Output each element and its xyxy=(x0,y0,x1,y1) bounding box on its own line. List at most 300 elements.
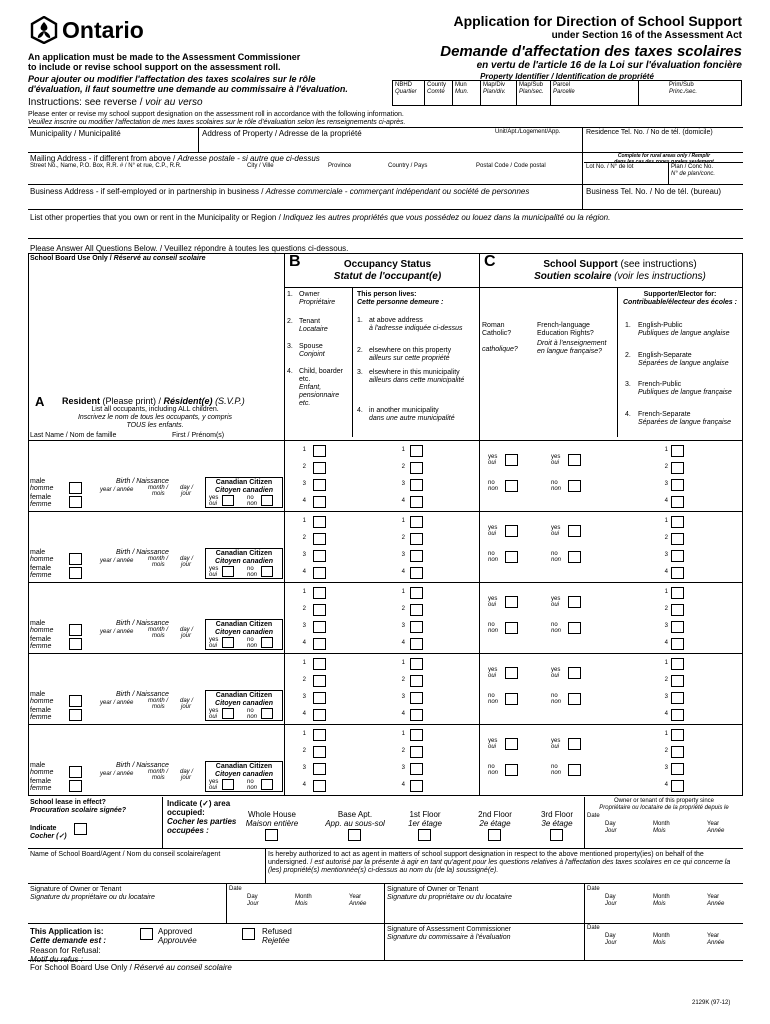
citizen-yes-checkbox[interactable] xyxy=(222,566,234,577)
area-en: Whole House xyxy=(247,810,297,819)
birth-date-field[interactable] xyxy=(98,710,198,722)
fl-yes-checkbox[interactable] xyxy=(568,667,581,679)
owner-since-fr: Propriétaire ou locataire de la propriété depuis le xyxy=(599,804,729,811)
birth-label: Birth / Naissance xyxy=(116,691,169,698)
board-use-only-label xyxy=(30,963,232,972)
lives-checkbox-3[interactable] xyxy=(410,692,423,704)
please-enter-fr: Veuillez inscrire ou modifier l'affectation de mes taxes scolaires sur le rôle d'évaluation selon les renseignements ci-après. xyxy=(28,119,406,126)
property-col-label-0: NBHD xyxy=(395,82,413,88)
lives-checkbox-3[interactable] xyxy=(410,763,423,775)
school-checkbox-2[interactable] xyxy=(671,746,684,758)
status-checkbox-1[interactable] xyxy=(313,516,326,528)
form-number: 2129K (97-12) xyxy=(692,1000,731,1006)
status-checkbox-1[interactable] xyxy=(313,729,326,741)
status-num-label: 3 xyxy=(302,552,306,558)
mois-label: mois xyxy=(152,491,165,497)
rc-no-checkbox[interactable] xyxy=(505,693,518,705)
area-checkbox-4[interactable] xyxy=(488,829,501,841)
property-col-4[interactable] xyxy=(517,81,551,105)
birth-date-field[interactable] xyxy=(98,781,198,793)
status-checkbox-2[interactable] xyxy=(313,533,326,545)
status-text xyxy=(299,368,351,408)
supporter-fr: Contribuable/électeur des écoles : xyxy=(623,299,737,307)
lives-option-4 xyxy=(357,407,477,423)
lives-checkbox-3[interactable] xyxy=(410,621,423,633)
citizen-non: non xyxy=(247,572,258,578)
jour-label: jour xyxy=(181,562,192,568)
male-label: male xyxy=(30,691,46,698)
fl-yes: yes xyxy=(551,454,561,460)
lives-checkbox-1[interactable] xyxy=(410,587,423,599)
lives-checkbox-1[interactable] xyxy=(410,658,423,670)
status-checkbox-3[interactable] xyxy=(313,621,326,633)
female-checkbox[interactable] xyxy=(69,780,82,792)
citizen-oui: oui xyxy=(209,643,218,649)
fl-yes: yes xyxy=(551,525,561,531)
rc-no-checkbox[interactable] xyxy=(505,551,518,563)
school-checkbox-1[interactable] xyxy=(671,516,684,528)
date-part-fr: Jour xyxy=(247,901,259,907)
lives-checkbox-1[interactable] xyxy=(410,729,423,741)
status-text xyxy=(299,318,351,334)
residence-tel-field[interactable] xyxy=(584,138,742,152)
area-fr: App. au sous-sol xyxy=(325,819,385,829)
status-checkbox-2[interactable] xyxy=(313,604,326,616)
lives-checkbox-4[interactable] xyxy=(410,496,423,508)
school-type-1 xyxy=(625,322,741,338)
school-checkbox-4[interactable] xyxy=(671,780,684,792)
property-col-0[interactable] xyxy=(393,81,425,105)
occupant-name-field[interactable] xyxy=(30,443,280,473)
mailing-fr: Adresse postale - si autre que ci-dessus xyxy=(177,154,320,163)
supporter-en: Supporter/Elector for: xyxy=(643,291,717,298)
school-checkbox-1[interactable] xyxy=(671,445,684,457)
status-checkbox-3[interactable] xyxy=(313,550,326,562)
rc-yes-checkbox[interactable] xyxy=(505,596,518,608)
fl-no: no xyxy=(551,693,558,699)
date-part-en: Month xyxy=(653,933,670,939)
fl-oui: oui xyxy=(551,673,560,679)
property-col-2[interactable] xyxy=(453,81,481,105)
citizen-no-checkbox[interactable] xyxy=(261,708,273,719)
lives-num-label: 4 xyxy=(401,711,405,717)
school-checkbox-1[interactable] xyxy=(671,587,684,599)
birth-date-field[interactable] xyxy=(98,568,198,580)
business-tel-field[interactable] xyxy=(584,196,742,209)
ss-title-fr: Soutien scolaire xyxy=(534,270,612,282)
lives-checkbox-2[interactable] xyxy=(410,746,423,758)
other-en: List other properties that you own or rent in the Municipality or Region / xyxy=(30,213,284,222)
status-num-label: 3 xyxy=(302,623,306,629)
lives-num-label: 3 xyxy=(401,765,405,771)
status-checkbox-3[interactable] xyxy=(313,692,326,704)
occupancy-title-en: Occupancy Status xyxy=(343,259,432,270)
lives-heading xyxy=(357,291,443,307)
rc-no-checkbox[interactable] xyxy=(505,480,518,492)
male-checkbox[interactable] xyxy=(69,553,82,565)
school-checkbox-4[interactable] xyxy=(671,638,684,650)
property-col-5[interactable] xyxy=(551,81,639,105)
status-fr: Conjoint xyxy=(299,351,325,359)
rc-yes-checkbox[interactable] xyxy=(505,738,518,750)
citizen-yes-checkbox[interactable] xyxy=(222,495,234,506)
status-checkbox-2[interactable] xyxy=(313,746,326,758)
femme-label: femme xyxy=(30,785,52,792)
date-part-fr: Jour xyxy=(605,828,617,834)
occupant-name-field[interactable] xyxy=(30,727,280,757)
lives-checkbox-1[interactable] xyxy=(410,445,423,457)
city-label: City / Ville xyxy=(247,163,274,169)
lives-en: in another municipality xyxy=(369,407,439,414)
status-en: Spouse xyxy=(299,343,323,350)
citizen-en: Canadian Citizen xyxy=(215,621,273,628)
ontario-wordmark: Ontario xyxy=(62,17,144,43)
lives-num-label: 1 xyxy=(401,589,405,595)
occupant-row xyxy=(28,582,743,653)
fl-yes-checkbox[interactable] xyxy=(568,738,581,750)
birth-date-field[interactable] xyxy=(98,639,198,651)
lives-checkbox-3[interactable] xyxy=(410,479,423,491)
authorized-en: Is hereby authorized to act as agent in matters of school support designation in respect to the above mentioned property(ies) on behalf of the undersigned. / xyxy=(268,851,704,867)
municipality-field[interactable] xyxy=(28,138,198,152)
femme-label: femme xyxy=(30,714,52,721)
jour-label: jour xyxy=(181,704,192,710)
fl-no-checkbox[interactable] xyxy=(568,551,581,563)
sig-date-3[interactable] xyxy=(587,925,742,957)
homme-label: homme xyxy=(30,485,54,492)
rc-oui: oui xyxy=(488,531,497,537)
lives-num-label: 2 xyxy=(401,748,405,754)
area-en: Base Apt. xyxy=(337,810,373,819)
rc-yes: yes xyxy=(488,738,498,744)
board-name-field[interactable] xyxy=(28,861,264,881)
school-type-3 xyxy=(625,381,741,397)
citizen-no-checkbox[interactable] xyxy=(261,779,273,790)
row-divider xyxy=(28,511,743,512)
fl-no: no xyxy=(551,480,558,486)
citizen-no: no xyxy=(247,637,254,643)
date-label: Date xyxy=(587,925,600,931)
board-name-label: Name of School Board/Agent / Nom du conseil scolaire/agent xyxy=(30,851,221,858)
occupant-name-field[interactable] xyxy=(30,656,280,686)
status-checkbox-1[interactable] xyxy=(313,445,326,457)
lives-checkbox-4[interactable] xyxy=(410,638,423,650)
date-part-fr: Mois xyxy=(653,901,666,907)
female-checkbox[interactable] xyxy=(69,709,82,721)
form-subtitle-fr: en vertu de l'article 16 de la Loi sur l'évaluation foncière xyxy=(476,60,742,71)
lease-checkbox[interactable] xyxy=(74,823,87,835)
lives-checkbox-4[interactable] xyxy=(410,567,423,579)
lives-num-label: 3 xyxy=(401,552,405,558)
fl-fr: Droit à l'enseignement en langue française? xyxy=(537,340,607,356)
school-checkbox-3[interactable] xyxy=(671,621,684,633)
fl-yes-checkbox[interactable] xyxy=(568,525,581,537)
male-checkbox[interactable] xyxy=(69,766,82,778)
lives-num-label: 1 xyxy=(401,518,405,524)
status-checkbox-4[interactable] xyxy=(313,780,326,792)
lives-option-3 xyxy=(357,369,477,385)
sig-date-1[interactable] xyxy=(229,886,379,918)
rc-en: Roman Catholic? xyxy=(482,322,512,338)
status-checkbox-4[interactable] xyxy=(313,709,326,721)
femme-label: femme xyxy=(30,643,52,650)
fl-yes-checkbox[interactable] xyxy=(568,454,581,466)
status-checkbox-1[interactable] xyxy=(313,658,326,670)
male-label: male xyxy=(30,762,46,769)
plan-label xyxy=(671,164,715,178)
citizen-no-checkbox[interactable] xyxy=(261,495,273,506)
fl-no-checkbox[interactable] xyxy=(568,764,581,776)
status-num: 3. xyxy=(287,343,293,350)
status-num-label: 1 xyxy=(302,589,306,595)
lease-en: School lease in effect? xyxy=(30,799,106,806)
refused-fr: Rejetée xyxy=(262,936,290,946)
sig-owner-label-1 xyxy=(30,886,155,902)
school-checkbox-4[interactable] xyxy=(671,567,684,579)
rc-yes: yes xyxy=(488,454,498,460)
lives-checkbox-2[interactable] xyxy=(410,604,423,616)
residence-tel-en: Residence Tel. No. / N xyxy=(586,129,656,136)
board-only-fr: Réservé au conseil scolaire xyxy=(134,963,232,972)
school-checkbox-4[interactable] xyxy=(671,709,684,721)
lives-num: 4. xyxy=(357,407,363,414)
school-num-label: 1 xyxy=(664,447,668,453)
ss-title-en: School Support xyxy=(543,259,618,270)
lease-indicate: Indicate xyxy=(30,825,57,832)
plan-label-2: N° de plan/conc. xyxy=(671,171,716,177)
lives-text xyxy=(369,317,477,333)
property-col-3[interactable] xyxy=(481,81,517,105)
status-checkbox-4[interactable] xyxy=(313,638,326,650)
femme-label: femme xyxy=(30,501,52,508)
school-checkbox-3[interactable] xyxy=(671,763,684,775)
month-label: month / xyxy=(148,485,169,491)
citizen-en: Canadian Citizen xyxy=(215,692,273,699)
status-checkbox-3[interactable] xyxy=(313,763,326,775)
citizen-yes: yes xyxy=(209,566,219,572)
male-label: male xyxy=(30,620,46,627)
lives-num-label: 2 xyxy=(401,464,405,470)
lives-num-label: 1 xyxy=(401,447,405,453)
rc-yes-checkbox[interactable] xyxy=(505,525,518,537)
area-checkbox-5[interactable] xyxy=(550,829,563,841)
business-address-field[interactable] xyxy=(28,196,582,209)
mailing-address-field[interactable] xyxy=(28,170,582,183)
school-checkbox-1[interactable] xyxy=(671,729,684,741)
status-checkbox-2[interactable] xyxy=(313,675,326,687)
province-label: Province xyxy=(328,163,352,169)
citizen-no: no xyxy=(247,495,254,501)
rc-yes-checkbox[interactable] xyxy=(505,667,518,679)
lives-num: 2. xyxy=(357,347,363,354)
school-checkbox-4[interactable] xyxy=(671,496,684,508)
rc-no-checkbox[interactable] xyxy=(505,622,518,634)
status-num-label: 2 xyxy=(302,606,306,612)
citizen-box xyxy=(205,761,283,792)
citizen-yes-checkbox[interactable] xyxy=(222,779,234,790)
fl-no-checkbox[interactable] xyxy=(568,480,581,492)
area-checkbox-2[interactable] xyxy=(348,829,361,841)
resident-print: (Please print) / xyxy=(100,396,164,406)
school-checkbox-2[interactable] xyxy=(671,604,684,616)
school-lease-label xyxy=(30,799,126,815)
school-num-label: 3 xyxy=(664,552,668,558)
property-col-label-3: Map/Div xyxy=(483,82,506,88)
resident-heading xyxy=(62,396,245,406)
lives-checkbox-2[interactable] xyxy=(410,462,423,474)
intro-fr-line1: Pour ajouter ou modifier l'affectation des taxes scolaires sur le rôle xyxy=(28,74,316,84)
lives-checkbox-2[interactable] xyxy=(410,533,423,545)
lives-checkbox-3[interactable] xyxy=(410,550,423,562)
rc-no: no xyxy=(488,622,495,628)
rc-no-checkbox[interactable] xyxy=(505,764,518,776)
approved-checkbox[interactable] xyxy=(140,928,153,940)
refused-en: Refused xyxy=(262,927,292,936)
month-label: month / xyxy=(148,556,169,562)
lives-checkbox-4[interactable] xyxy=(410,709,423,721)
sig-date-2[interactable] xyxy=(587,886,742,918)
refused-label xyxy=(262,927,292,945)
fl-no-checkbox[interactable] xyxy=(568,622,581,634)
citizen-yes-checkbox[interactable] xyxy=(222,708,234,719)
app-is-en: This Application is: xyxy=(30,927,104,936)
school-checkbox-2[interactable] xyxy=(671,462,684,474)
refused-checkbox[interactable] xyxy=(242,928,255,940)
date-part-en: Year xyxy=(707,821,720,827)
citizen-non: non xyxy=(247,785,258,791)
homme-label: homme xyxy=(30,627,54,634)
birth-date-field[interactable] xyxy=(98,497,198,509)
status-checkbox-1[interactable] xyxy=(313,587,326,599)
status-fr: Propriétaire xyxy=(299,299,336,307)
section-b-letter: B xyxy=(289,253,301,270)
area-en: 1st Floor xyxy=(409,810,441,819)
citizen-yes: yes xyxy=(209,779,219,785)
female-label: female xyxy=(30,778,52,785)
citizen-no-checkbox[interactable] xyxy=(261,566,273,577)
intro-en-line2: to include or revise school support on the assessment roll. xyxy=(28,62,281,72)
area-checkbox-3[interactable] xyxy=(418,829,431,841)
fl-non: non xyxy=(551,486,562,492)
property-col-label-fr-0: Quartier xyxy=(395,88,417,95)
school-checkbox-3[interactable] xyxy=(671,479,684,491)
rc-non: non xyxy=(488,486,499,492)
ss-title-fr2: (voir les instructions) xyxy=(611,270,706,282)
citizen-box xyxy=(205,619,283,650)
property-identifier-row xyxy=(392,80,742,106)
female-checkbox[interactable] xyxy=(69,496,82,508)
female-checkbox[interactable] xyxy=(69,567,82,579)
status-checkbox-4[interactable] xyxy=(313,567,326,579)
rc-yes-checkbox[interactable] xyxy=(505,454,518,466)
lives-checkbox-1[interactable] xyxy=(410,516,423,528)
citizen-en: Canadian Citizen xyxy=(215,479,273,486)
residence-tel-label xyxy=(586,129,713,137)
lives-checkbox-2[interactable] xyxy=(410,675,423,687)
status-text xyxy=(299,291,351,307)
school-checkbox-1[interactable] xyxy=(671,658,684,670)
date-part-en: Month xyxy=(653,821,670,827)
owner-since-date[interactable] xyxy=(587,813,742,843)
occupant-name-field[interactable] xyxy=(30,514,280,544)
occupant-name-field[interactable] xyxy=(30,585,280,615)
lives-fr: Cette personne demeure : xyxy=(357,299,444,307)
fl-yes-checkbox[interactable] xyxy=(568,596,581,608)
male-checkbox[interactable] xyxy=(69,695,82,707)
school-checkbox-3[interactable] xyxy=(671,550,684,562)
property-col-1[interactable] xyxy=(425,81,453,105)
rc-no: no xyxy=(488,480,495,486)
lives-num-label: 4 xyxy=(401,640,405,646)
area-option-5 xyxy=(532,810,582,828)
rc-non: non xyxy=(488,699,499,705)
property-col-6[interactable] xyxy=(639,81,741,105)
rc-oui: oui xyxy=(488,744,497,750)
status-checkbox-2[interactable] xyxy=(313,462,326,474)
property-col-label-fr-3: Plan/div. xyxy=(483,88,506,95)
date-part-en: Day xyxy=(605,894,616,900)
citizen-yes-checkbox[interactable] xyxy=(222,637,234,648)
mois-label: mois xyxy=(152,633,165,639)
fl-non: non xyxy=(551,628,562,634)
intro-en-line1: An application must be made to the Assessment Commissioner xyxy=(28,52,301,62)
date-part-en: Month xyxy=(653,894,670,900)
male-checkbox[interactable] xyxy=(69,482,82,494)
fl-yes: yes xyxy=(551,667,561,673)
fl-no-checkbox[interactable] xyxy=(568,693,581,705)
citizen-no-checkbox[interactable] xyxy=(261,637,273,648)
citizen-fr: Citoyen canadien xyxy=(215,487,273,494)
status-num: 2. xyxy=(287,318,293,325)
male-checkbox[interactable] xyxy=(69,624,82,636)
country-label: Country / Pays xyxy=(388,163,428,169)
occupancy-title-fr: Statut de l'occupant(e) xyxy=(333,270,442,282)
school-checkbox-3[interactable] xyxy=(671,692,684,704)
area-checkbox-1[interactable] xyxy=(265,829,278,841)
status-checkbox-4[interactable] xyxy=(313,496,326,508)
rc-yes: yes xyxy=(488,525,498,531)
property-address-field[interactable] xyxy=(200,138,580,152)
date-part-en: Day xyxy=(605,821,616,827)
school-fr: Séparées de langue anglaise xyxy=(638,360,729,368)
area-fr: 1er étage xyxy=(408,819,442,829)
female-checkbox[interactable] xyxy=(69,638,82,650)
year-label: year / année xyxy=(100,700,134,706)
citizen-non: non xyxy=(247,714,258,720)
sig-comm-fr: Signature du commissaire à l'évaluation xyxy=(387,934,511,942)
other-properties-field[interactable] xyxy=(28,222,743,238)
fl-oui: oui xyxy=(551,602,560,608)
residence-tel-fr: o de tél. (domicile) xyxy=(655,129,713,136)
status-checkbox-3[interactable] xyxy=(313,479,326,491)
fl-oui: oui xyxy=(551,531,560,537)
row-divider xyxy=(28,653,743,654)
instructions-en: Instructions: see reverse / xyxy=(28,97,143,108)
lives-num-label: 1 xyxy=(401,660,405,666)
jour-label: jour xyxy=(181,633,192,639)
school-checkbox-2[interactable] xyxy=(671,533,684,545)
approved-fr: Approuvée xyxy=(158,936,197,946)
rc-non: non xyxy=(488,628,499,634)
day-label: day / xyxy=(180,769,194,775)
rc-yes: yes xyxy=(488,596,498,602)
femme-label: femme xyxy=(30,572,52,579)
section-c-letter: C xyxy=(484,253,496,270)
jour-label: jour xyxy=(181,775,192,781)
school-checkbox-2[interactable] xyxy=(671,675,684,687)
occupancy-status-4 xyxy=(287,368,351,408)
lives-checkbox-4[interactable] xyxy=(410,780,423,792)
